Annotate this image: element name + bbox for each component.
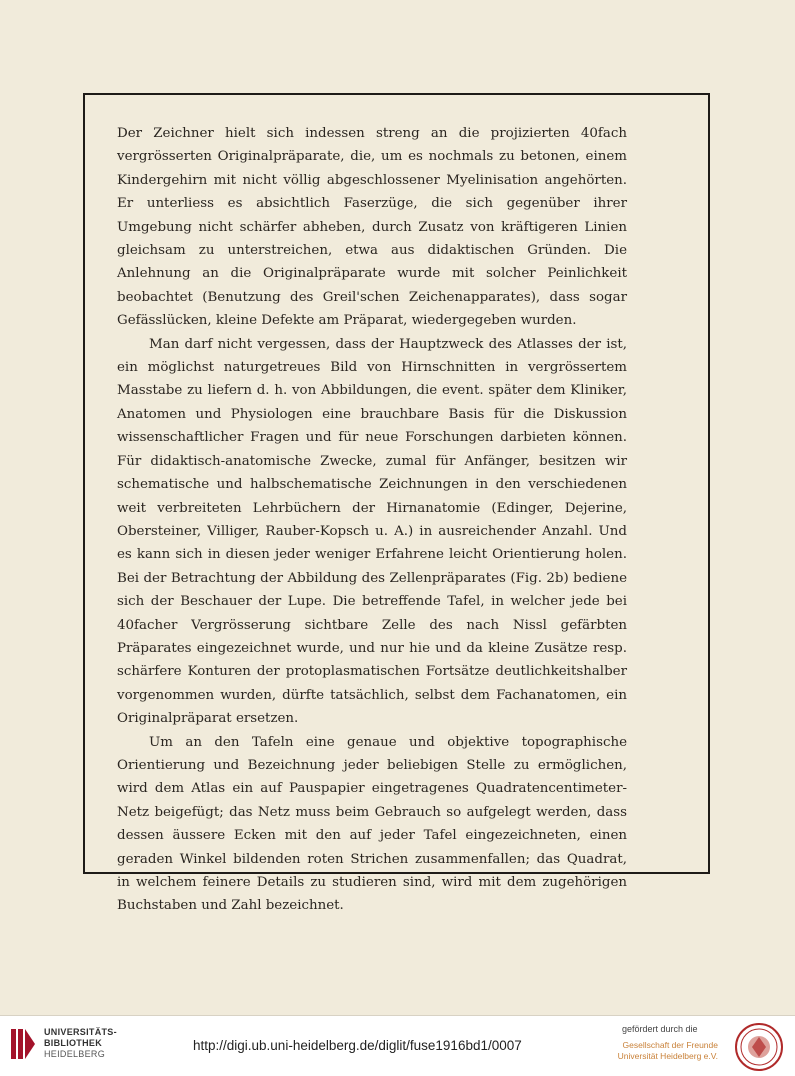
university-seal-icon [734, 1022, 784, 1072]
paragraph-2: Man darf nicht vergessen, dass der Hauptzweck des Atlasses der ist, ein möglichst naturgetreues Bild von Hirnschnitten in vergrössertem Masstabe zu liefern d. h. von Abbildungen, die event. später dem Kliniker, Anatomen und Physiologen eine brauchbare Basis für die Diskussion wissenschaftlicher Fragen und für neue Forschungen darbieten können. Für didaktisch-anatomische Zwecke, zumal für Anfänger, besitzen wir schematische und halbschematische Zeichnungen in den verschiedenen weit verbreiteten Lehrbüchern der Hirnanatomie (Edinger, Dejerine, Obersteiner, Villiger, Rauber-Kopsch u. A.) in ausreichender Anzahl. Und es kann sich in diesen jeder weniger Erfahrene leicht Orientierung holen. Bei der Betrachtung der Abbildung des Zellenpräparates (Fig. 2b) bediene sich der Beschauer der Lupe. Die betreffende Tafel, in welcher jede bei 40facher Vergrösserung sichtbare Zelle des nach Nissl gefärbten Präparates eingezeichnet wurde, und nur hie und da kleine Zusätze resp. schärfere Konturen der protoplasmatischen Fortsätze deutlichkeitshalber vorgenommen wurden, dürfte tatsächlich, selbst dem Fachanatomen, ein Originalpräparat ersetzen. [117, 336, 627, 727]
footer-bar [0, 1015, 795, 1076]
sponsor-label: gefördert durch die [622, 1024, 698, 1034]
sponsor-name-line-2: Universität Heidelberg e.V. [617, 1050, 718, 1061]
library-name-line-1: UNIVERSITÄTS- [44, 1027, 117, 1037]
library-name-line-2: BIBLIOTHEK [44, 1038, 102, 1048]
document-url-link[interactable]: http://digi.ub.uni-heidelberg.de/diglit/fuse1916bd1/0007 [193, 1038, 522, 1053]
library-name[interactable] [44, 1027, 117, 1060]
library-name-line-3: HEIDELBERG [44, 1049, 106, 1059]
document-body [117, 122, 627, 918]
paragraph-1: Der Zeichner hielt sich indessen streng an die projizierten 40fach vergrösserten Originalpräparate, die, um es nochmals zu betonen, einem Kindergehirn mit nicht völlig abgeschlossener Myelinisation angehörten. Er unterliess es absichtlich Faserzüge, die sich gegenüber ihrer Umgebung nicht schärfer abheben, durch Zusatz von kräftigeren Linien gleichsam zu unterstreichen, etwa aus didaktischen Gründen. Die Anlehnung an die Originalpräparate wurde mit solcher Peinlichkeit beobachtet (Benutzung des Greil'schen Zeichenapparates), dass sogar Gefässlücken, kleine Defekte am Präparat, wiedergegeben wurden. [117, 126, 627, 329]
sponsor-name-line-1: Gesellschaft der Freunde [622, 1040, 718, 1050]
sponsor-block[interactable] [600, 1024, 718, 1061]
paragraph-3: Um an den Tafeln eine genaue und objektive topographische Orientierung und Bezeichnung jeder beliebigen Stelle zu ermöglichen, wird dem Atlas ein auf Pauspapier eingetragenes Quadratencentimeter-Netz beigefügt; das Netz muss beim Gebrauch so aufgelegt werden, dass dessen äussere Ecken mit den auf jeder Tafel eingezeichneten, einen geraden Winkel bildenden roten Strichen zusammenfallen; das Quadrat, in welchem feinere Details zu studieren sind, wird mit dem zugehörigen Buchstaben und Zahl bezeichnet. [117, 734, 627, 914]
university-library-logo-icon[interactable] [10, 1027, 36, 1061]
